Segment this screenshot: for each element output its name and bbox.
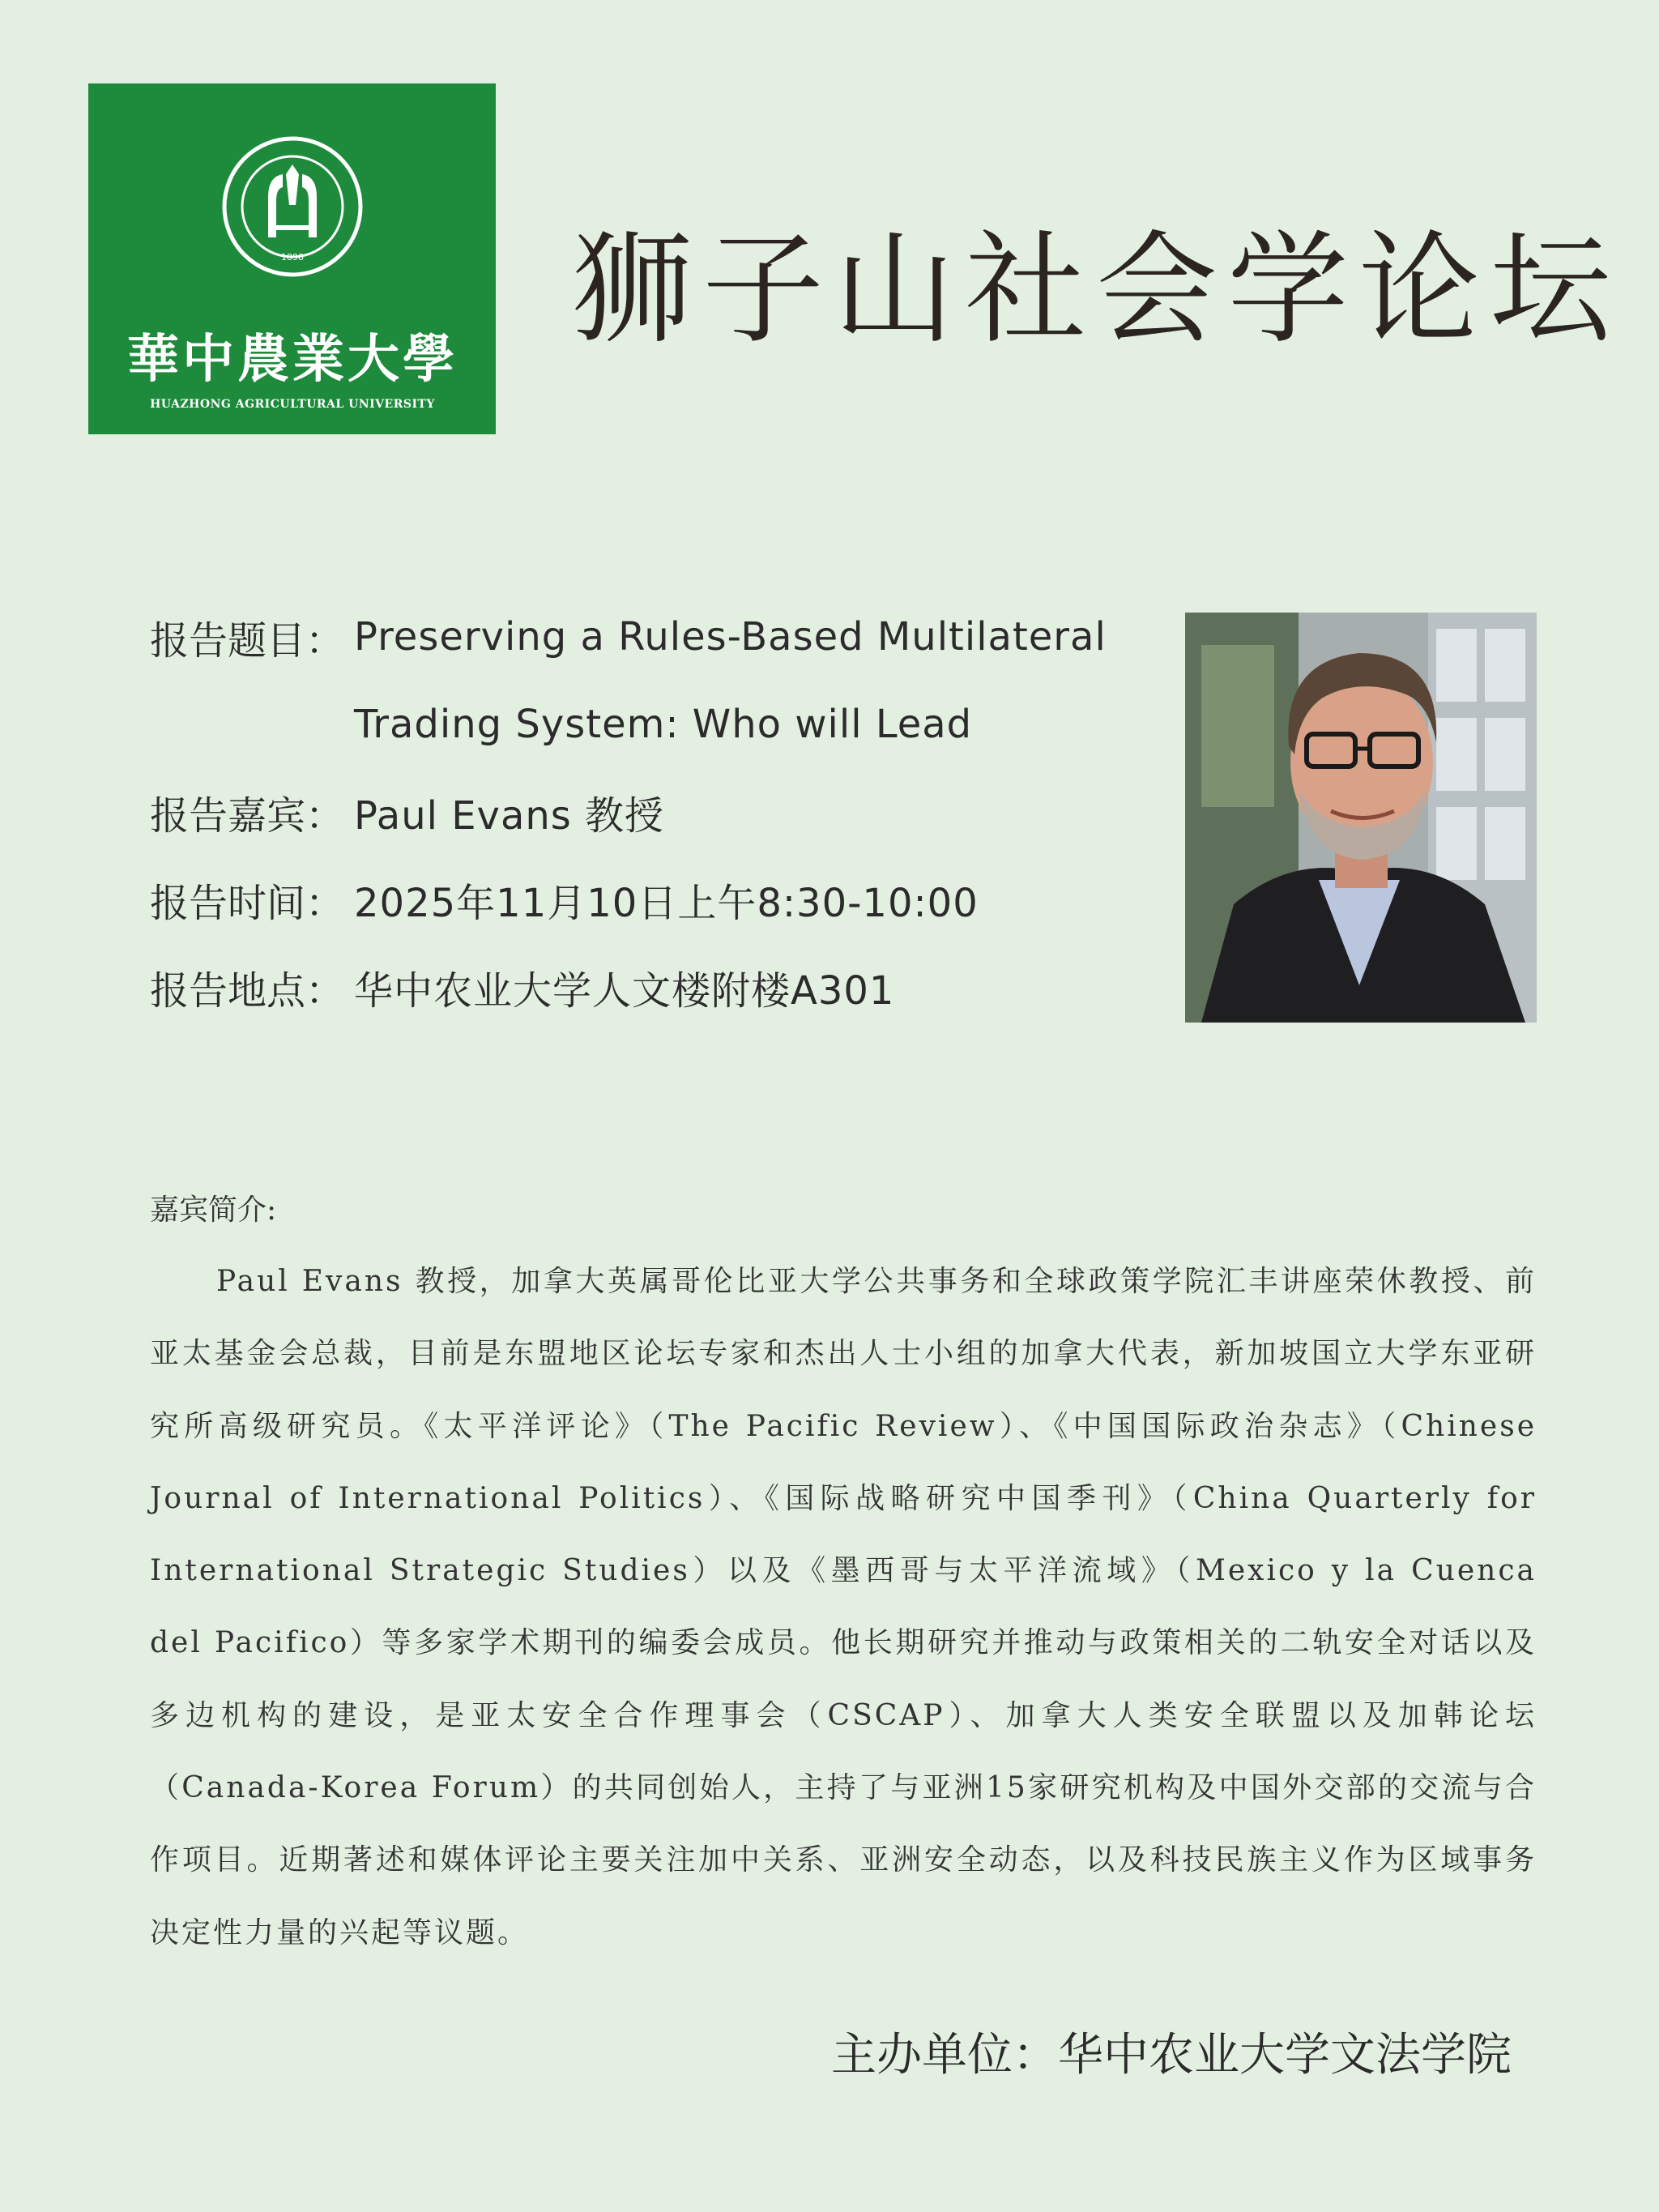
guest-row [150,768,1146,856]
place-row [150,943,1146,1031]
university-seal [88,83,496,434]
topic-row [150,593,1146,681]
topic-label: 报告题目： [150,617,345,664]
topic-value-line1: Preserving a Rules-Based Multilateral [354,614,1107,660]
bio-text: Paul Evans 教授，加拿大英属哥伦比亚大学公共事务和全球政策学院汇丰讲座荣休教授、前亚太基金会总裁，目前是东盟地区论坛专家和杰出人士小组的加拿大代表，新加坡国立大学东亚研究所高级研究员。《太平洋评论》（The Pacific Review）、《中国国际政治杂志》（Chinese Journal of International Politics）、《国际战略研究中国季刊》（China Quarterly for International Strategic Studies）以及《墨西哥与太平洋流域》（Mexico y la Cuenca del Pacifico）等多家学术期刊的编委会成员。他长期研究并推动与政策相关的二轨安全对话以及多边机构的建设，是亚太安全合作理事会（CSCAP）、加拿大人类安全联盟以及加韩论坛（Canada-Korea Forum）的共同创始人，主持了与亚洲15家研究机构及中国外交部的交流与合作项目。近期著述和媒体评论主要关注加中关系、亚洲安全动态，以及科技民族主义作为区域事务决定性力量的兴起等议题。 [150,1265,1537,1949]
organizer: 主办单位：华中农业大学文法学院 [831,2029,1512,2082]
lecture-info [150,593,1146,1031]
guest-value: Paul Evans 教授 [354,792,665,839]
time-value: 2025年11月10日上午8:30-10:00 [354,880,979,926]
bio-heading: 嘉宾简介: [150,1194,277,1227]
logo-english-name: HUAZHONG AGRICULTURAL UNIVERSITY [150,398,435,411]
time-label: 报告时间： [150,880,345,926]
time-row [150,856,1146,943]
university-logo [88,83,496,434]
speaker-photo [1185,613,1537,1023]
place-value: 华中农业大学人文楼附楼A301 [354,967,895,1014]
guest-label: 报告嘉宾： [150,792,345,839]
topic-row-continued [150,681,1146,768]
topic-value-line2: Trading System: Who will Lead [354,702,973,747]
place-label: 报告地点： [150,967,345,1014]
seal-year: 1898 [281,252,304,263]
logo-chinese-name: 華中農業大學 [127,329,458,390]
forum-title: 狮子山社会学论坛 [571,220,1622,361]
